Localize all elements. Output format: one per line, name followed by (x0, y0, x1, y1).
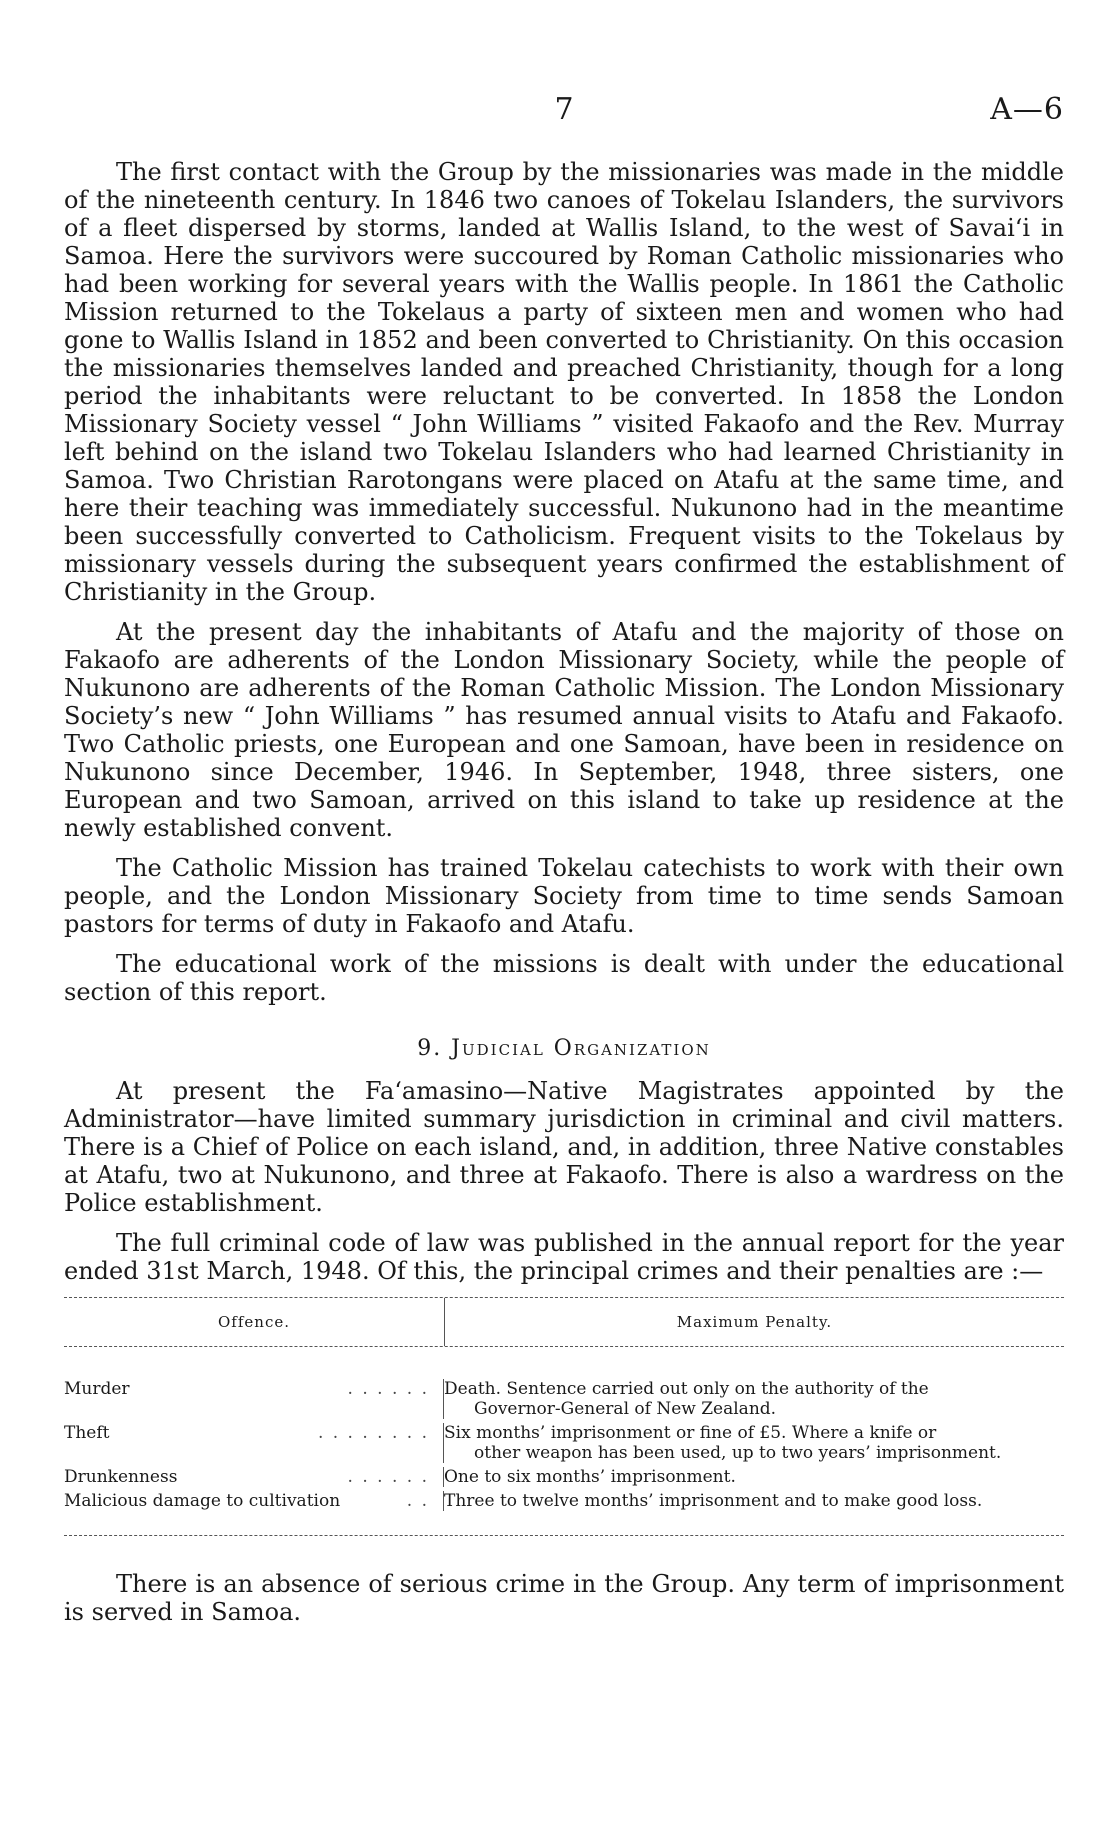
penalty-text: Three to twelve months’ imprisonment and to make good loss. (444, 1491, 983, 1511)
paragraph-criminal-code: The full criminal code of law was published in the annual report for the year ended 31st March, 1948. Of this, the principal crimes and their penalties are :— (64, 1229, 1064, 1285)
paragraph-missionary-contact: The first contact with the Group by the missionaries was made in the middle of the nineteenth century. In 1846 two canoes of Tokelau Islanders, the survivors of a fleet dispersed by storms, landed at Wallis Island, to the west of Savai‘i in Samoa. Here the survivors were succoured by Roman Catholic missionaries who had been working for several years with the Wallis people. In 1861 the Catholic Mission returned to the Tokelaus a party of sixteen men and women who had gone to Wallis Island in 1852 and been converted to Christianity. On this occasion the missionaries themselves landed and preached Christianity, though for a long period the inhabitants were reluctant to be converted. In 1858 the London Missionary Society vessel “ John Williams ” visited Fakaofo and the Rev. Murray left behind on the island two Tokelau Islanders who had learned Christianity in Samoa. Two Christian Rarotongans were placed on Atafu at the same time, and here their teaching was immediately successful. Nukunono had in the meantime been successfully converted to Catholicism. Frequent visits to the Tokelaus by missionary vessels during the subsequent years confirmed the establishment of Christianity in the Group. (64, 158, 1064, 606)
leader-dots: . . . . . . (347, 1467, 429, 1487)
offence-label: Theft (64, 1423, 110, 1443)
table-row (64, 1423, 1064, 1463)
page-number: 7 (554, 92, 574, 127)
document-reference: A—6 (990, 92, 1064, 127)
penalty-cell (444, 1379, 1064, 1419)
table-row (64, 1467, 1064, 1487)
penalty-cell (444, 1491, 1064, 1511)
offence-label: Murder (64, 1379, 130, 1399)
penalty-text: Six months’ imprisonment or fine of £5. Where a knife or (444, 1423, 937, 1443)
page-header (64, 92, 1064, 128)
paragraph-educational-work: The educational work of the missions is dealt with under the educational section of this report. (64, 950, 1064, 1006)
offence-cell (64, 1491, 444, 1511)
column-header-offence: Offence. (64, 1298, 445, 1346)
paragraph-magistrates: At present the Fa‘amasino—Native Magistrates appointed by the Administrator—have limited summary jurisdiction in criminal and civil matters. There is a Chief of Police on each island, and, in addition, three Native constables at Atafu, two at Nukunono, and three at Fakaofo. There is also a wardress on the Police establishment. (64, 1077, 1064, 1217)
column-header-penalty: Maximum Penalty. (676, 1313, 833, 1331)
offence-label: Drunkenness (64, 1467, 178, 1487)
leader-dots: . . . . . . . . (317, 1423, 429, 1443)
penalty-cell (444, 1423, 1064, 1463)
offence-cell (64, 1379, 444, 1419)
leader-dots: . . . . . . (347, 1379, 429, 1399)
penalty-cell (444, 1467, 1064, 1487)
paragraph-absence-of-crime: There is an absence of serious crime in the Group. Any term of imprisonment is served in Samoa. (64, 1570, 1064, 1626)
table-row (64, 1379, 1064, 1419)
paragraph-catechists: The Catholic Mission has trained Tokelau catechists to work with their own people, and the London Missionary Society from time to time sends Samoan pastors for terms of duty in Fakaofo and Atafu. (64, 854, 1064, 938)
penalty-text: One to six months’ imprisonment. (444, 1467, 736, 1487)
offence-cell (64, 1423, 444, 1463)
document-body (64, 158, 1064, 1638)
table-header (64, 1298, 1064, 1347)
offence-cell (64, 1467, 444, 1487)
penalty-text-continued: other weapon has been used, up to two years’ imprisonment. (474, 1443, 1002, 1463)
leader-dots: . . (406, 1491, 429, 1511)
section-heading-judicial: 9. Judicial Organization (417, 1036, 711, 1061)
table-body (64, 1347, 1064, 1535)
table-row (64, 1491, 1064, 1511)
penalty-text: Death. Sentence carried out only on the authority of the (444, 1379, 929, 1399)
penalties-table (64, 1297, 1064, 1536)
penalty-text-continued: Governor-General of New Zealand. (474, 1399, 777, 1419)
offence-label: Malicious damage to cultivation (64, 1491, 341, 1511)
paragraph-present-adherents: At the present day the inhabitants of Atafu and the majority of those on Fakaofo are adherents of the London Missionary Society, while the people of Nukunono are adherents of the Roman Catholic Mission. The London Missionary Society’s new “ John Williams ” has resumed annual visits to Atafu and Fakaofo. Two Catholic priests, one European and one Samoan, have been in residence on Nukunono since December, 1946. In September, 1948, three sisters, one European and two Samoan, arrived on this island to take up residence at the newly established convent. (64, 618, 1064, 842)
